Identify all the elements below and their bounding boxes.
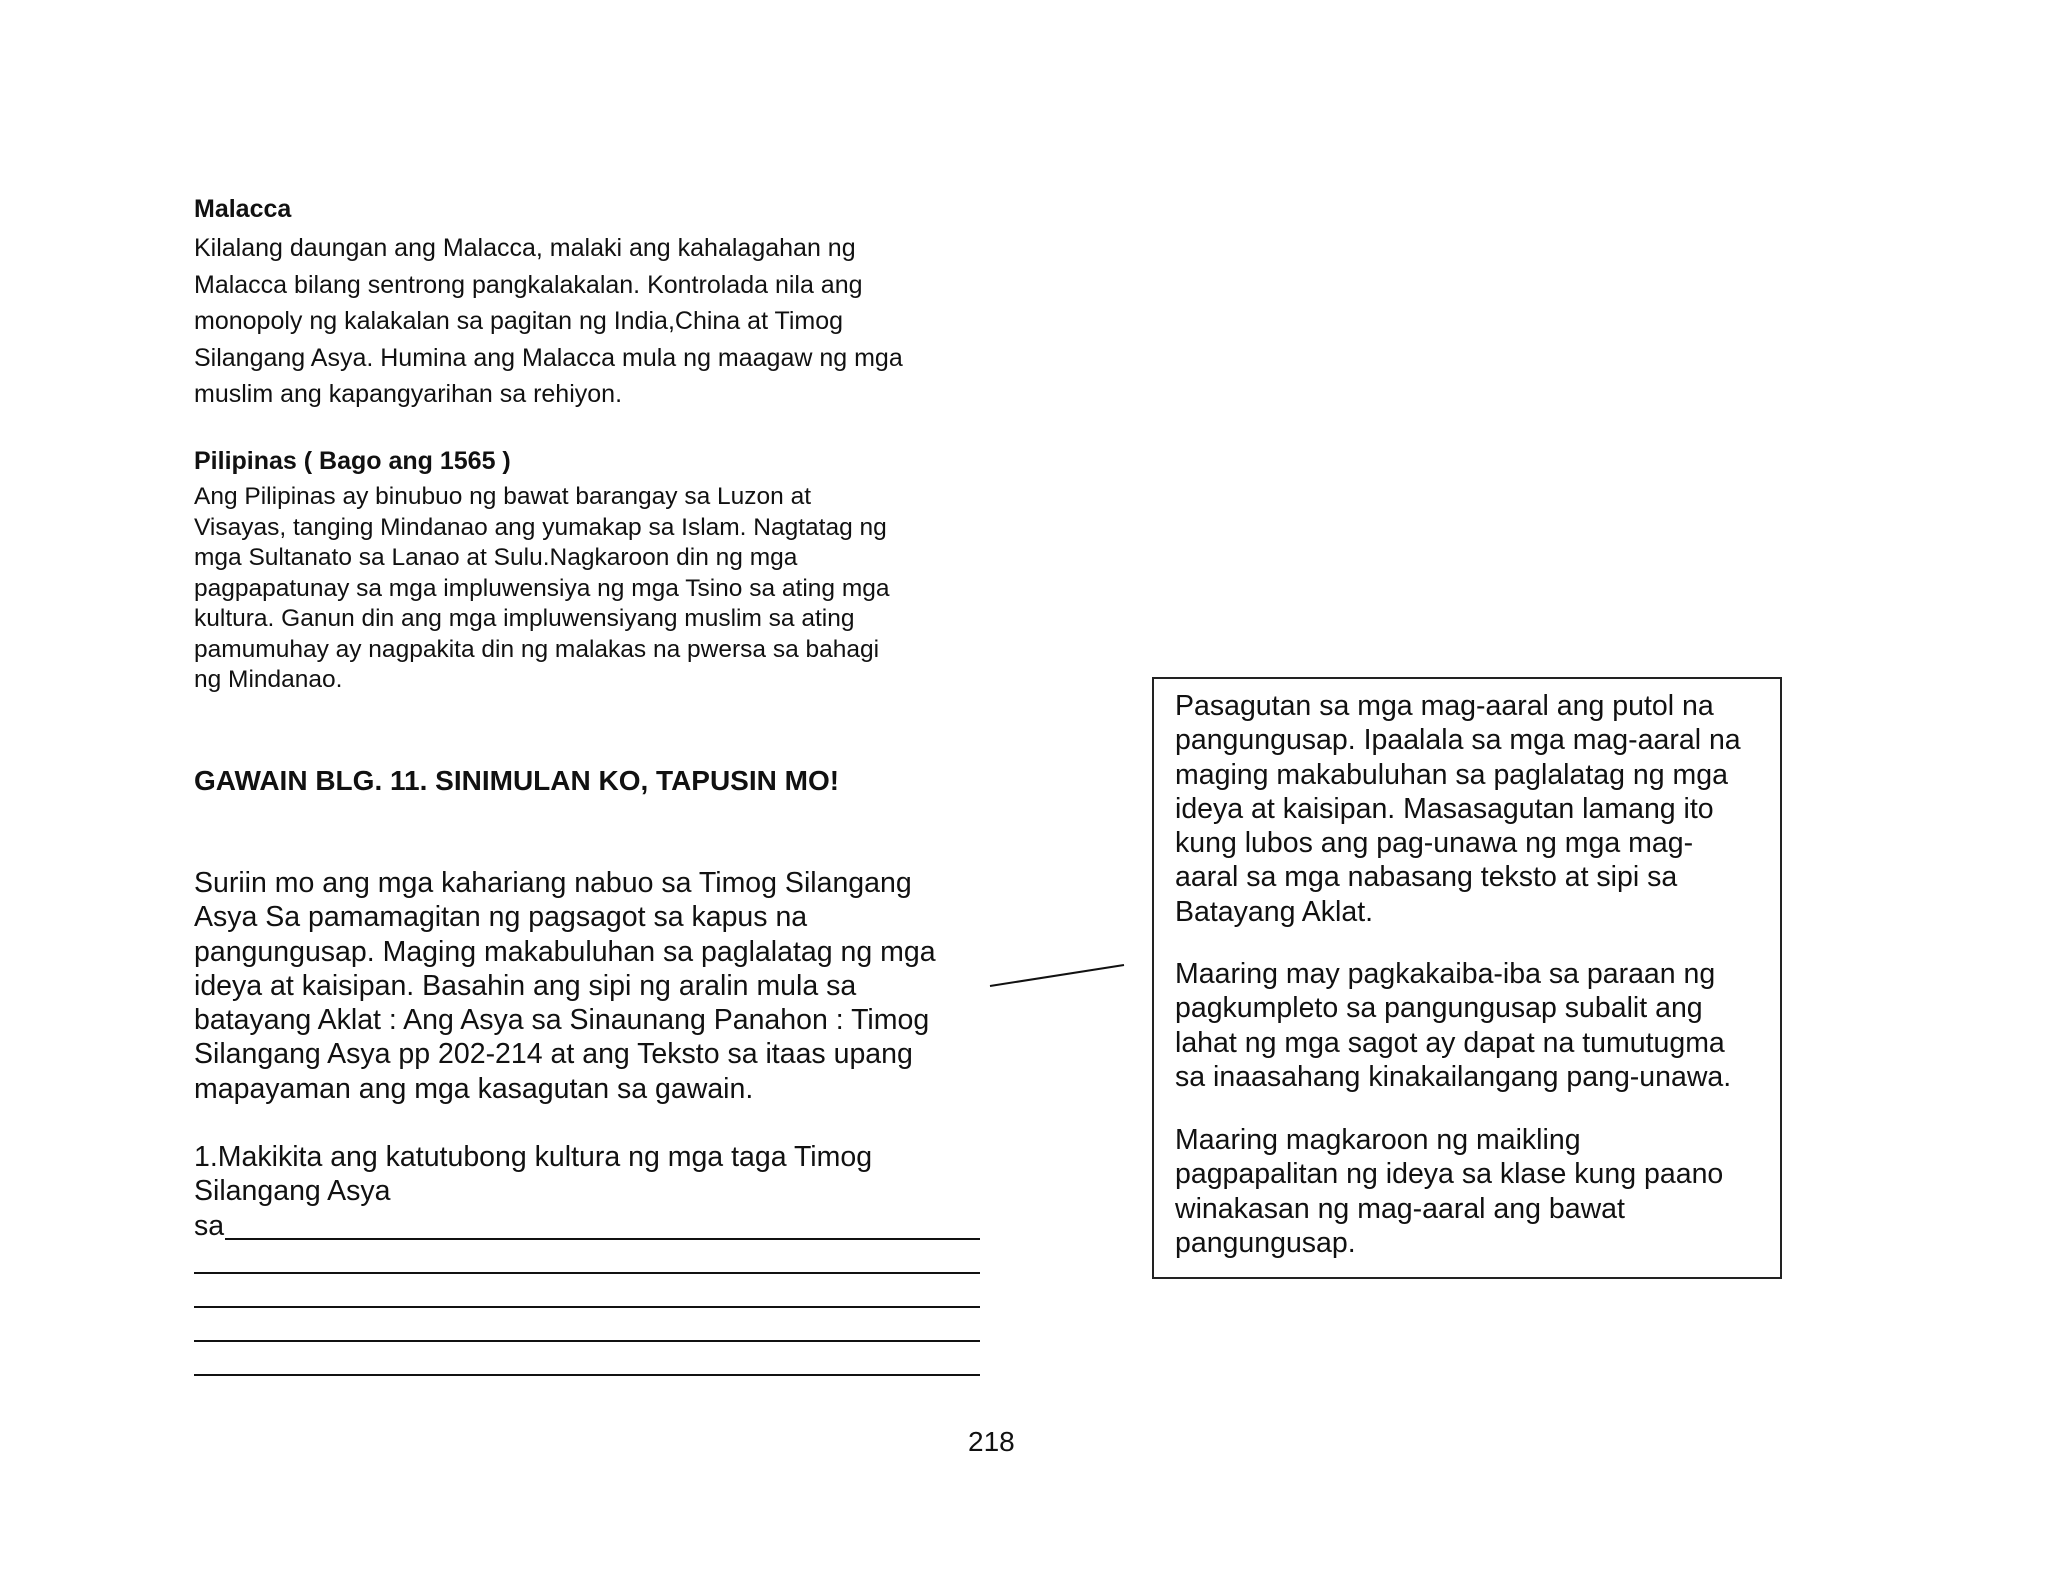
text-line: monopoly ng kalakalan sa pagitan ng India,China at Timog bbox=[194, 307, 844, 335]
text-line: muslim ang kapangyarihan sa rehiyon. bbox=[194, 380, 623, 408]
text-line: pangungusap. Maging makabuluhan sa paglalatag ng mga bbox=[194, 935, 936, 968]
text-line: Suriin mo ang mga kahariang nabuo sa Timog Silangang bbox=[194, 867, 912, 899]
answer-blank-line[interactable] bbox=[194, 1340, 980, 1342]
activity-title: GAWAIN BLG. 11. SINIMULAN KO, TAPUSIN MO! bbox=[194, 765, 840, 796]
text-line: mapayaman ang mga kasagutan sa gawain. bbox=[194, 1072, 754, 1105]
text-line: winakasan ng mag-aaral ang bawat bbox=[1175, 1192, 1625, 1225]
text-line: Asya Sa pamamagitan ng pagsagot sa kapus na bbox=[194, 901, 808, 934]
text-line: batayang Aklat : Ang Asya sa Sinaunang Panahon : Timog bbox=[194, 1004, 930, 1037]
text-line: Silangang Asya pp 202-214 at ang Teksto sa itaas upang bbox=[194, 1038, 913, 1071]
text-line: Malacca bilang sentrong pangkalakalan. Kontrolada nila ang bbox=[194, 270, 863, 299]
text-line: ng Mindanao. bbox=[194, 666, 343, 693]
text-line: pangungusap. Ipaalala sa mga mag-aaral na bbox=[1175, 724, 1741, 757]
answer-blank-line[interactable] bbox=[225, 1238, 980, 1240]
pilipinas-paragraph bbox=[194, 482, 974, 696]
teacher-note-paragraph bbox=[1175, 1123, 1775, 1260]
text-line: pagpapatunay sa mga impluwensiya ng mga Tsino sa ating mga bbox=[194, 574, 890, 602]
text-line: 1.Makikita ang katutubong kultura ng mga taga Timog bbox=[194, 1141, 873, 1173]
text-line: ideya at kaisipan. Basahin ang sipi ng aralin mula sa bbox=[194, 969, 857, 1002]
text-line: pamumuhay ay nagpakita din ng malakas na pwersa sa bahagi bbox=[194, 635, 880, 663]
answer-blank-line[interactable] bbox=[194, 1272, 980, 1274]
malacca-paragraph bbox=[194, 230, 984, 413]
text-line: Pasagutan sa mga mag-aaral ang putol na bbox=[1175, 690, 1714, 722]
text-line: aaral sa mga nabasang teksto at sipi sa bbox=[1175, 861, 1678, 894]
pilipinas-heading: Pilipinas ( Bago ang 1565 ) bbox=[194, 447, 511, 475]
text-line: kung lubos ang pag-unawa ng mga mag- bbox=[1175, 827, 1694, 860]
answer-prefix: sa bbox=[194, 1209, 225, 1242]
text-line: pagkumpleto sa pangungusap subalit ang bbox=[1175, 992, 1703, 1025]
text-line: maging makabuluhan sa paglalatag ng mga bbox=[1175, 758, 1728, 791]
text-line: kultura. Ganun din ang mga impluwensiyang muslim sa ating bbox=[194, 605, 855, 632]
text-line: Maaring may pagkakaiba-iba sa paraan ng bbox=[1175, 958, 1716, 990]
text-line: Silangang Asya bbox=[194, 1175, 391, 1208]
page-number: 218 bbox=[968, 1426, 1015, 1457]
question-item-1 bbox=[194, 1140, 994, 1243]
text-line: pangungusap. bbox=[1175, 1226, 1356, 1259]
text-line: Maaring magkaroon ng maikling bbox=[1175, 1124, 1581, 1156]
text-line: ideya at kaisipan. Masasagutan lamang ito bbox=[1175, 792, 1714, 825]
text-line: mga Sultanato sa Lanao at Sulu.Nagkaroon din ng mga bbox=[194, 544, 798, 571]
teacher-note-box bbox=[1152, 677, 1782, 1279]
text-line: pagpapalitan ng ideya sa klase kung paano bbox=[1175, 1158, 1724, 1191]
activity-instructions bbox=[194, 866, 984, 1106]
text-line: Batayang Aklat. bbox=[1175, 895, 1374, 928]
text-line: sa inaasahang kinakailangang pang-unawa. bbox=[1175, 1060, 1732, 1093]
text-line: Silangang Asya. Humina ang Malacca mula ng maagaw ng mga bbox=[194, 343, 903, 372]
text-line: lahat ng mga sagot ay dapat na tumutugma bbox=[1175, 1026, 1725, 1059]
text-line: Ang Pilipinas ay binubuo ng bawat barangay sa Luzon at bbox=[194, 483, 812, 510]
text-line: Kilalang daungan ang Malacca, malaki ang kahalagahan ng bbox=[194, 234, 856, 262]
answer-blank-line[interactable] bbox=[194, 1306, 980, 1308]
answer-blank-line[interactable] bbox=[194, 1374, 980, 1376]
teacher-note-paragraph bbox=[1175, 689, 1775, 929]
malacca-heading: Malacca bbox=[194, 195, 292, 223]
text-line: Visayas, tanging Mindanao ang yumakap sa Islam. Nagtatag ng bbox=[194, 513, 887, 541]
teacher-note-paragraph bbox=[1175, 957, 1775, 1094]
